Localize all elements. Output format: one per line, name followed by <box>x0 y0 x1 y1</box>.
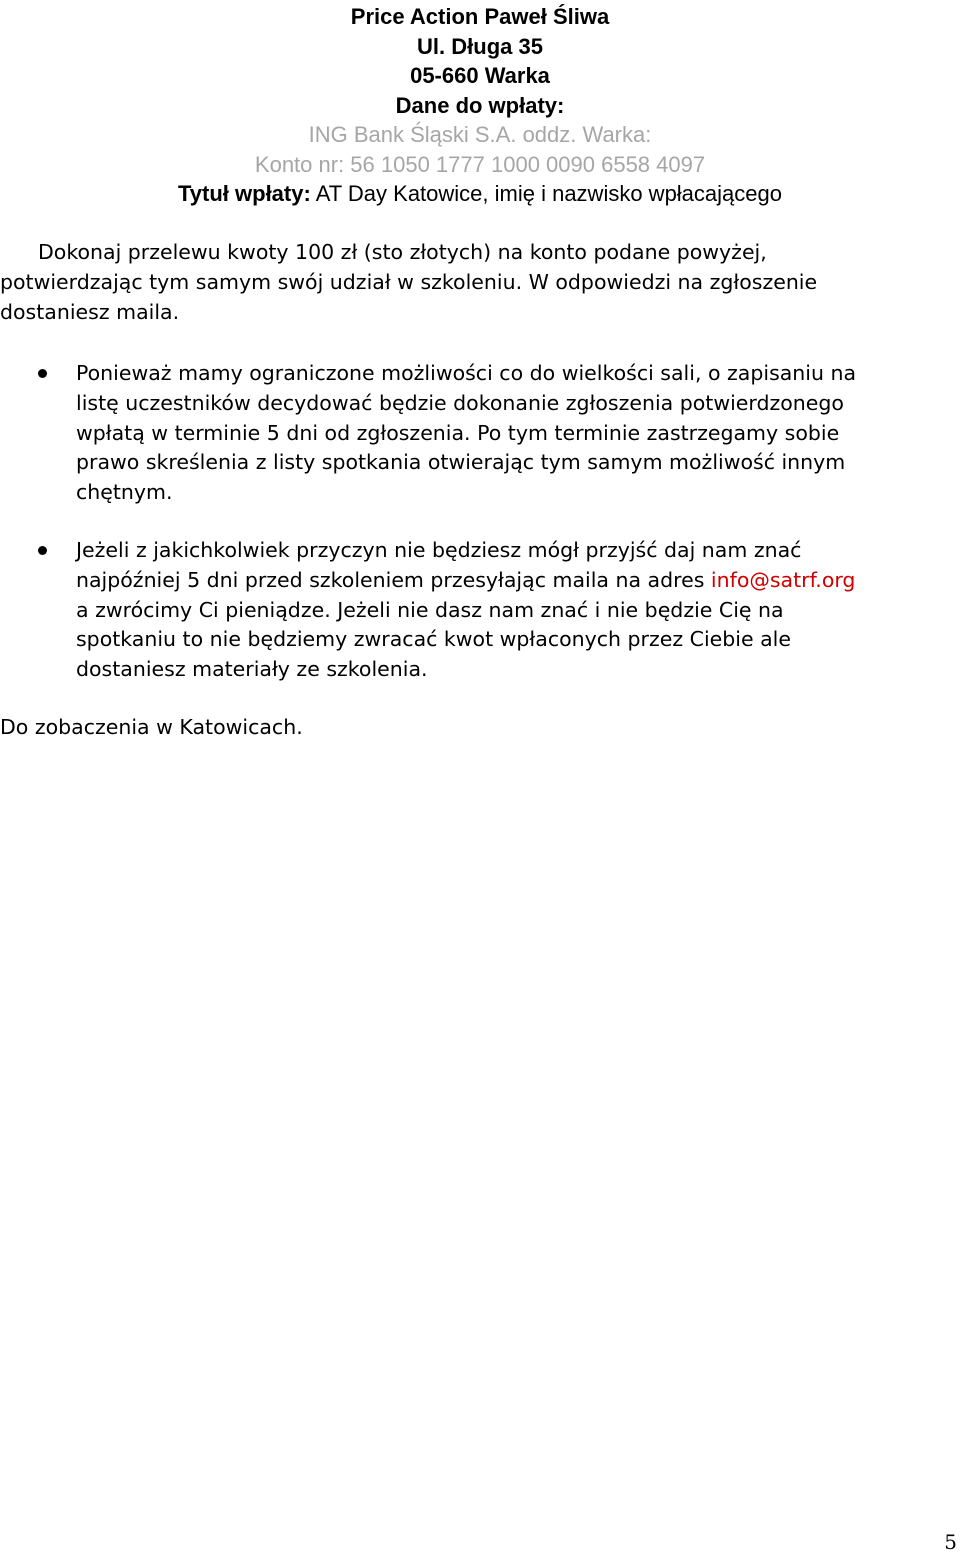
intro-line: dostaniesz maila. <box>0 299 180 324</box>
page-number: 5 <box>944 1530 957 1554</box>
info-bullet-list <box>0 359 960 685</box>
bullet-line-with-email <box>76 566 960 596</box>
bullet-item-registration <box>0 359 960 508</box>
bullet-line: prawo skreślenia z listy spotkania otwierając tym samym możliwość innym <box>76 450 846 475</box>
payment-title-label: Tytuł wpłaty: <box>177 181 311 206</box>
closing-line: Do zobaczenia w Katowicach. <box>0 715 303 739</box>
company-name: Price Action Paweł Śliwa <box>350 4 610 29</box>
bullet-line: Ponieważ mamy ograniczone możliwości co do wielkości sali, o zapisaniu na <box>76 361 857 385</box>
intro-line: Dokonaj przelewu kwoty 100 zł (sto złotych) na konto podane powyżej, <box>38 240 767 264</box>
account-number: Konto nr: 56 1050 1777 1000 0090 6558 4097 <box>254 151 706 177</box>
intro-line: potwierdzając tym samym swój udział w szkoleniu. W odpowiedzi na zgłoszenie <box>0 269 818 294</box>
street-address: Ul. Długa 35 <box>417 33 543 59</box>
payment-data-label: Dane do wpłaty: <box>395 92 565 118</box>
payment-title-line <box>0 179 960 209</box>
bullet-line: chętnym. <box>76 480 173 505</box>
bullet-line: wpłatą w terminie 5 dni od zgłoszenia. Po tym terminie zastrzegamy sobie <box>76 420 840 445</box>
bullet-line-text: najpóźniej 5 dni przed szkoleniem przesyłając maila na adres <box>76 567 711 592</box>
intro-paragraph <box>0 238 960 327</box>
bullet-dot-icon <box>38 546 47 555</box>
postal-city: 05-660 Warka <box>410 63 550 88</box>
bullet-line: dostaniesz materiały ze szkolenia. <box>76 657 428 682</box>
bank-name: ING Bank Śląski S.A. oddz. Warka: <box>308 122 652 147</box>
payment-header <box>0 2 960 209</box>
bullet-dot-icon <box>38 369 47 378</box>
bullet-line: Jeżeli z jakichkolwiek przyczyn nie będziesz mógł przyjść daj nam znać <box>76 537 802 562</box>
bullet-line: listę uczestników decydować będzie dokonanie zgłoszenia potwierdzonego <box>76 390 844 415</box>
email-link[interactable]: info@satrf.org <box>710 567 856 592</box>
bullet-line: a zwrócimy Ci pieniądze. Jeżeli nie dasz nam znać i nie będzie Cię na <box>76 597 784 622</box>
bullet-line: spotkaniu to nie będziemy zwracać kwot wpłaconych przez Ciebie ale <box>76 627 791 652</box>
payment-title-value: AT Day Katowice, imię i nazwisko wpłacającego <box>310 181 782 206</box>
bullet-item-refund <box>0 536 960 685</box>
